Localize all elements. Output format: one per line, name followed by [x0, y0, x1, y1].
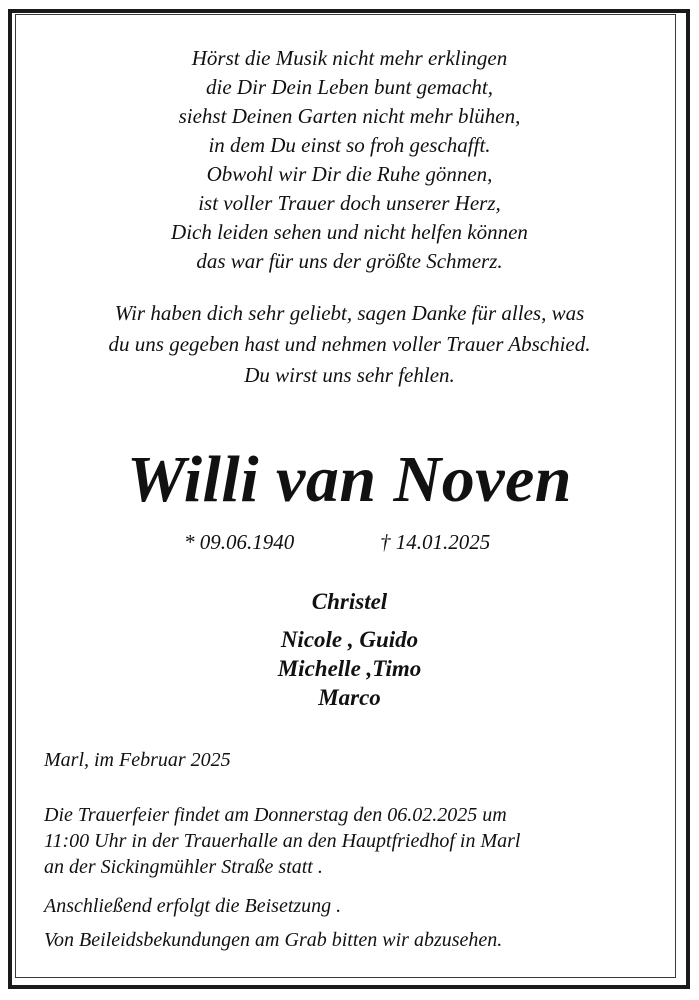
poem-line: die Dir Dein Leben bunt gemacht, [206, 75, 493, 99]
condolences-note: Von Beileidsbekundungen am Grab bitten wir abzusehen. [44, 929, 503, 951]
poem-line: siehst Deinen Garten nicht mehr blühen, [178, 104, 521, 128]
family-member: Marco [318, 685, 381, 710]
thanks-line: Du wirst uns sehr fehlen. [244, 363, 455, 387]
poem-line: in dem Du einst so froh geschafft. [208, 133, 491, 157]
deceased-name: Willi van Noven [126, 443, 573, 516]
family-member: Michelle ,Timo [277, 656, 422, 681]
burial-note: Anschließend erfolgt die Beisetzung . [44, 895, 342, 917]
funeral-info-line: an der Sickingmühler Straße statt . [44, 856, 323, 878]
family-member: Nicole , Guido [280, 627, 419, 652]
birth-date: * 09.06.1940 [184, 530, 295, 554]
poem-line: Hörst die Musik nicht mehr erklingen [191, 46, 508, 70]
family-member: Christel [311, 589, 388, 614]
poem-line: Dich leiden sehen und nicht helfen können [171, 220, 528, 244]
place-date: Marl, im Februar 2025 [44, 749, 231, 771]
funeral-info-line: Die Trauerfeier findet am Donnerstag den 06.02.2025 um [44, 804, 507, 826]
funeral-info [44, 802, 664, 880]
thanks-line: Wir haben dich sehr geliebt, sagen Danke für alles, was [114, 301, 585, 325]
thanks-line: du uns gegeben hast und nehmen voller Trauer Abschied. [108, 332, 591, 356]
poem-line: das war für uns der größte Schmerz. [196, 249, 503, 273]
thanks-paragraph [20, 298, 679, 391]
funeral-info-line: 11:00 Uhr in der Trauerhalle an den Hauptfriedhof in Marl [44, 830, 521, 852]
poem-line: Obwohl wir Dir die Ruhe gönnen, [206, 162, 493, 186]
poem-line: ist voller Trauer doch unserer Herz, [198, 191, 501, 215]
death-date: † 14.01.2025 [380, 530, 491, 554]
poem [20, 44, 679, 276]
